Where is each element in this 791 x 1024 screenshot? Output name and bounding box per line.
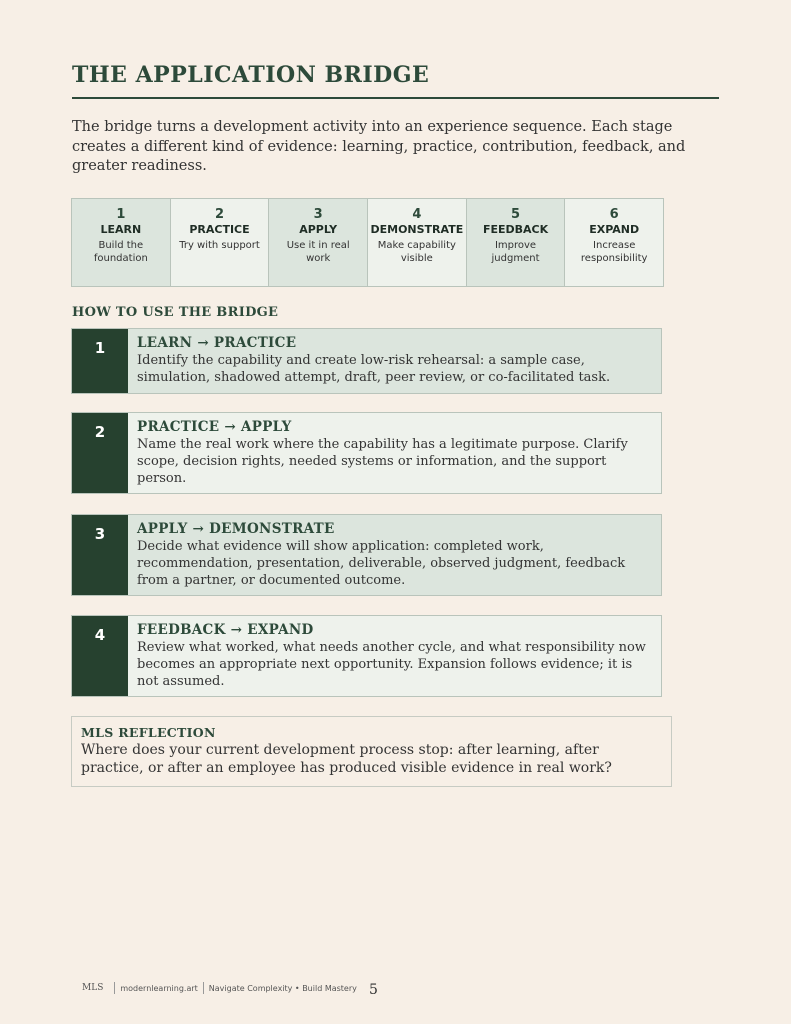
stage-number: 6 — [609, 207, 619, 222]
step-heading: LEARN → PRACTICE — [137, 335, 297, 351]
stage-description: Make capability visible — [377, 240, 456, 264]
step-heading: APPLY → DEMONSTRATE — [137, 521, 335, 537]
stage-description: Improve judgment — [491, 240, 540, 264]
step-number: 2 — [72, 413, 128, 493]
mls-logo: MLS — [82, 983, 104, 993]
footer-divider — [203, 982, 204, 994]
reflection-heading: MLS REFLECTION — [81, 725, 216, 740]
stage-name: PRACTICE — [189, 223, 250, 236]
intro-paragraph: The bridge turns a development activity into an experience sequence. Each stage creates a different kind of evidence: learning, practice, contribution, feedback, and greater readiness. — [72, 119, 686, 174]
stage-number: 1 — [116, 207, 126, 222]
stage-description: Try with support — [179, 240, 260, 251]
step-heading: PRACTICE → APPLY — [137, 419, 292, 435]
reflection-text: Where does your current development process stop: after learning, after practice, or after an employee has produced visible evidence in real work? — [81, 742, 612, 776]
step-text: Decide what evidence will show application: completed work, recommendation, presentation, deliverable, observed judgment, feedback from a partner, or documented outcome. — [137, 539, 626, 588]
step-number: 1 — [72, 329, 128, 393]
page-title: THE APPLICATION BRIDGE — [72, 62, 430, 88]
stage-practice — [171, 199, 270, 286]
stage-feedback — [467, 199, 566, 286]
stage-description: Build the foundation — [93, 240, 148, 264]
stage-expand — [565, 199, 663, 286]
stage-description: Use it in real work — [286, 240, 350, 264]
stage-number: 3 — [313, 207, 323, 222]
section-heading: HOW TO USE THE BRIDGE — [72, 305, 279, 320]
stage-name: FEEDBACK — [482, 223, 549, 236]
footer-divider — [114, 982, 115, 994]
reflection-box — [71, 716, 672, 787]
step-text: Review what worked, what needs another cycle, and what responsibility now becomes an appropriate next opportunity. Expansion follows evidence; it is not assumed. — [137, 640, 646, 689]
stage-name: EXPAND — [589, 223, 640, 236]
stage-name: APPLY — [299, 223, 338, 236]
stage-number: 4 — [412, 207, 422, 222]
stage-description: Increase responsibility — [580, 240, 648, 264]
page-number: 5 — [369, 982, 378, 998]
step-number: 4 — [72, 616, 128, 696]
stage-number: 2 — [214, 207, 225, 222]
footer-tagline: Navigate Complexity • Build Mastery — [208, 983, 357, 993]
stage-number: 5 — [511, 207, 521, 222]
footer-site: modernlearning.art — [120, 983, 198, 993]
step-1 — [71, 328, 662, 394]
step-text: Identify the capability and create low-risk rehearsal: a sample case, simulation, shadowed attempt, draft, peer review, or co-facilitated task. — [137, 353, 611, 385]
step-4 — [71, 615, 662, 697]
stage-demonstrate — [368, 199, 467, 286]
stage-name: LEARN — [100, 223, 142, 236]
step-text: Name the real work where the capability has a legitimate purpose. Clarify scope, decision rights, needed systems or information, and the support person. — [137, 437, 628, 486]
step-number: 3 — [72, 515, 128, 595]
step-heading: FEEDBACK → EXPAND — [137, 622, 314, 638]
step-3 — [71, 514, 662, 596]
footer — [82, 982, 357, 994]
step-2 — [71, 412, 662, 494]
stage-learn — [72, 199, 171, 286]
title-divider — [72, 97, 719, 99]
stage-apply — [269, 199, 368, 286]
bridge-stages — [71, 198, 664, 287]
stage-name: DEMONSTRATE — [370, 223, 464, 236]
